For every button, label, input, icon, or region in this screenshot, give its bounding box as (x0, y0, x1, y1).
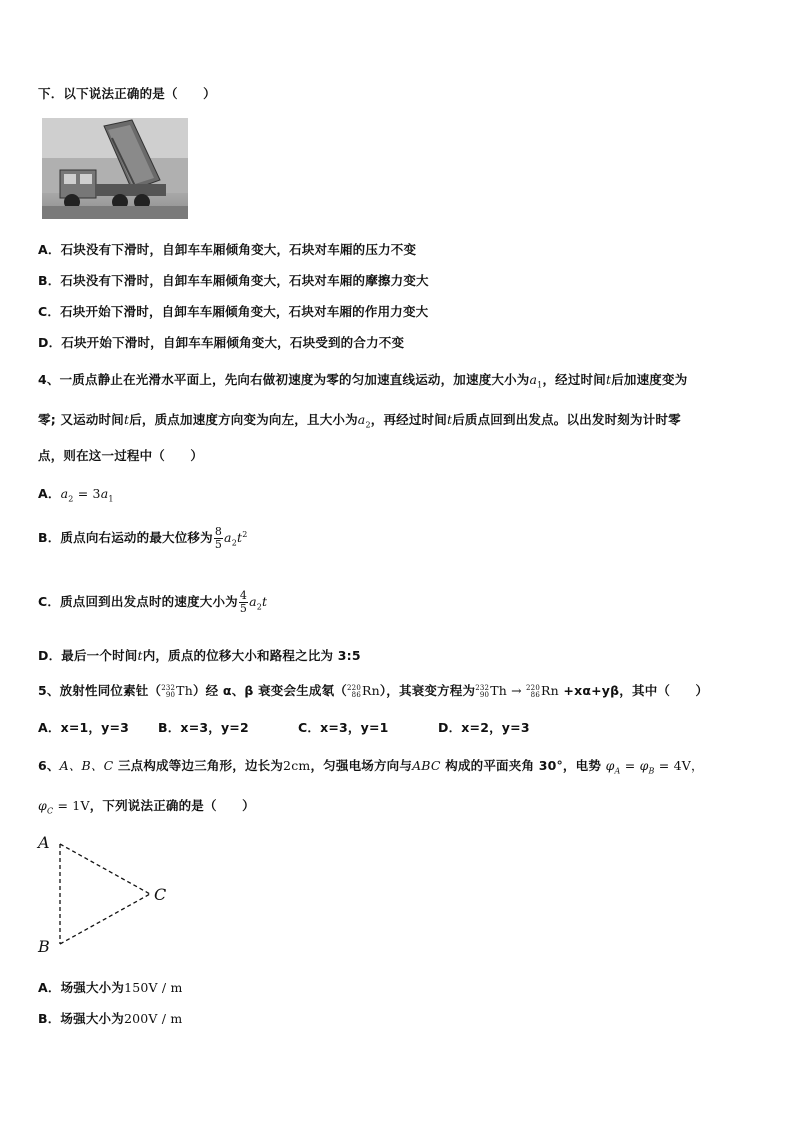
q5-text: ），其衰变方程为 (379, 683, 476, 698)
symbol-t: t (237, 530, 243, 545)
q5-text: ）经 α、β 衰变会生成氡（ (192, 683, 348, 698)
subscript: 2 (365, 420, 371, 430)
symbol-a: a (224, 530, 232, 545)
q6-stem-line1 (38, 756, 704, 776)
nuclide-numbers (161, 685, 175, 699)
option-text: B．场强大小为 (38, 1011, 124, 1026)
fraction (239, 590, 248, 615)
q4-stem-line1 (38, 370, 687, 390)
option-text: B．质点向右运动的最大位移为 (38, 530, 213, 545)
q4-option-a[interactable] (38, 484, 114, 504)
element-rn: Rn (361, 683, 380, 698)
q4-option-d[interactable] (38, 646, 361, 664)
nuclide-numbers (347, 685, 361, 699)
q3-option-a[interactable]: A．石块没有下滑时，自卸车车厢倾角变大，石块对车厢的压力不变 (38, 242, 417, 257)
q4-text: 后加速度变为 (611, 372, 688, 387)
mass-number: 220 (347, 683, 361, 692)
dump-truck-photo (42, 118, 188, 219)
symbol-phi: φ (639, 758, 649, 773)
fraction-numerator: 4 (239, 589, 248, 602)
field-strength-value: 150V / m (124, 980, 183, 995)
symbol-phi: φ (605, 758, 615, 773)
q5-option-d[interactable]: D．x=2，y=3 (438, 720, 530, 735)
q5-text: +xα+yβ，其中（ ） (558, 683, 709, 698)
q4-option-b[interactable] (38, 526, 248, 551)
nuclide-numbers (526, 685, 540, 699)
subscript: 1 (108, 494, 114, 504)
q3-option-b[interactable]: B．石块没有下滑时，自卸车车厢倾角变大，石块对车厢的摩擦力变大 (38, 273, 429, 288)
symbol-a: a (357, 412, 366, 427)
q6-text: ，下列说法正确的是（ ） (89, 798, 255, 813)
mass-number: 220 (526, 683, 540, 692)
option-text: C．质点回到出发点时的速度大小为 (38, 594, 238, 609)
q5-text: 5、放射性同位素钍（ (38, 683, 162, 698)
mass-number: 232 (161, 683, 176, 692)
q4-text: 零; 又运动时间 (38, 412, 124, 427)
atomic-number: 86 (351, 690, 361, 699)
atomic-number: 86 (530, 690, 540, 699)
atomic-number: 90 (479, 690, 490, 699)
q6-text: 三点构成等边三角形，边长为 (113, 758, 284, 773)
symbol-phi: φ (38, 798, 47, 813)
q3-option-c[interactable]: C．石块开始下滑时，自卸车车厢倾角变大，石块对车厢的作用力变大 (38, 304, 429, 319)
element-th: Th (176, 683, 193, 698)
superscript: 2 (242, 529, 248, 539)
q4-text: 4、一质点静止在光滑水平面上，先向右做初速度为零的匀加速直线运动，加速度大小为 (38, 372, 530, 387)
element-rn: Rn (540, 683, 559, 698)
q5-option-c[interactable]: C．x=3，y=1 (298, 720, 389, 735)
fraction-denominator: 5 (239, 602, 248, 615)
q4-stem-line3: 点，则在这一过程中（ ） (38, 448, 204, 463)
field-strength-value: 200V / m (123, 1011, 183, 1026)
symbol-a: a (249, 594, 257, 609)
q3-stem-tail: 下．以下说法正确的是（ ） (38, 86, 216, 101)
q5-stem (38, 681, 708, 699)
q6-text: 构成的平面夹角 30°，电势 (440, 758, 606, 773)
subscript: 2 (231, 538, 237, 548)
q4-text: ，再经过时间 (370, 412, 447, 427)
subscript: 2 (256, 602, 263, 612)
q6-option-a[interactable] (38, 978, 183, 996)
equals-three: = 3 (73, 486, 101, 501)
q5-options (38, 718, 530, 736)
symbol-a: a (100, 486, 109, 501)
vertex-label-b: B (38, 937, 50, 955)
dump-truck-illustration (42, 118, 188, 219)
fraction-denominator: 5 (214, 538, 223, 551)
q6-text: ，匀强电场方向与 (310, 758, 413, 773)
potential-value: = 4V， (654, 758, 704, 773)
side-length: 2cm (283, 758, 311, 773)
arrow: → (506, 683, 527, 698)
vertex-label-a: A (38, 833, 50, 852)
subscript: 1 (537, 380, 543, 390)
option-text: D．最后一个时间 (38, 648, 138, 663)
q6-option-b[interactable] (38, 1009, 182, 1027)
q4-text: 后，质点加速度方向变为向左，且大小为 (129, 412, 358, 427)
symbol-t: t (446, 412, 453, 427)
nuclide-numbers (475, 685, 489, 699)
subscript: A (614, 766, 621, 776)
edge-ac (60, 844, 150, 894)
q4-text: ，经过时间 (542, 372, 606, 387)
fraction (214, 526, 223, 551)
q4-text: 后质点回到出发点。以出发时刻为计时零 (452, 412, 681, 427)
symbol-a: a (529, 372, 538, 387)
subscript: B (648, 766, 655, 776)
mass-number: 232 (475, 683, 490, 692)
triangle-abc: ABC (412, 758, 441, 773)
option-text: 内，质点的位移大小和路程之比为 3:5 (142, 648, 361, 663)
q5-option-a[interactable]: A．x=1，y=3 (38, 720, 130, 735)
symbol-t: t (262, 594, 268, 609)
symbol-t: t (605, 372, 612, 387)
subscript: C (46, 806, 54, 816)
q3-option-d[interactable]: D．石块开始下滑时，自卸车车厢倾角变大，石块受到的合力不变 (38, 335, 405, 350)
subscript: 2 (68, 494, 74, 504)
element-th: Th (490, 683, 507, 698)
symbol-t: t (137, 648, 143, 663)
option-text: A．场强大小为 (38, 980, 125, 995)
potential-value: = 1V (53, 798, 90, 813)
symbol-a: a (60, 486, 69, 501)
symbol-t: t (123, 412, 130, 427)
q6-stem-line2 (38, 796, 255, 816)
edge-bc (60, 894, 150, 944)
triangle-diagram (34, 830, 184, 955)
equals: = (620, 758, 640, 773)
vertex-label-c: C (154, 885, 167, 904)
q4-stem-line2 (38, 410, 681, 430)
q4-option-c[interactable] (38, 590, 267, 615)
option-label: A． (38, 486, 61, 501)
q5-option-b[interactable]: B．x=3，y=2 (158, 720, 249, 735)
q6-text: 6、 (38, 758, 60, 773)
points-abc: A、B、C (59, 758, 114, 773)
atomic-number: 90 (165, 690, 176, 699)
fraction-numerator: 8 (214, 525, 223, 538)
